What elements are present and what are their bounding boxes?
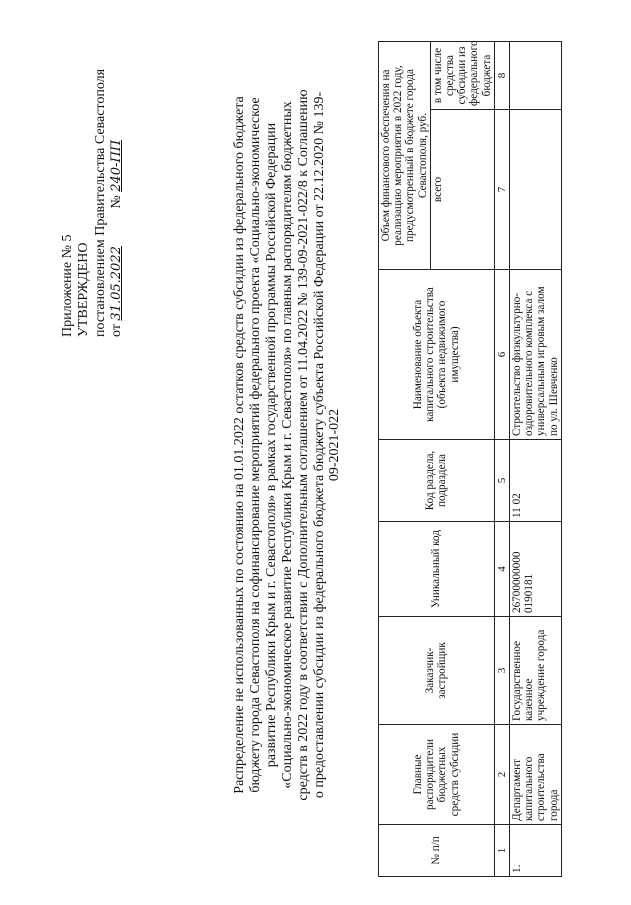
decree-label: постановлением Правительства Севастополя bbox=[92, 68, 108, 337]
table-row bbox=[510, 42, 562, 877]
row-main-manager: Департамент капитального строительства города bbox=[510, 725, 562, 825]
document-caption: Распределение не использованных по состоянию на 01.01.2022 остатков средств субсидии из федерального бюджета бюджету города Севастополя на софинансирование мероприятий федерального проекта «Социально-экономическое развитие Республики Крым и г. Севастополя» в рамках государственной программы Российской Федерации «Социально-экономическое развитие Республики Крым и г. Севастополя» по главным распорядителям бюджетных средств в 2022 году в соответствии с Дополнительным соглашением от 11.04.2022 № 139-09-2021-022/8 к Соглашению о предоставлении субсидии из федерального бюджета бюджету субъекта Российской Федерации от 22.12.2020 № 139-09-2021-022 bbox=[232, 89, 343, 801]
column-number: 7 bbox=[494, 110, 509, 270]
distribution-table bbox=[378, 41, 562, 877]
row-federal-subsidy bbox=[510, 42, 562, 110]
header-unique-code: Уникальный код bbox=[379, 522, 495, 617]
header-federal-subsidy: в том числе средства субсидии из федерального бюджета bbox=[430, 42, 494, 110]
header-object-name: Наименование объекта капитального строительства (объекта недвижимого имущества) bbox=[379, 270, 495, 440]
header-total: всего bbox=[430, 110, 494, 270]
appendix-title: Приложение № 5 bbox=[60, 234, 75, 337]
decree-date: 31.05.2022 bbox=[109, 246, 125, 321]
column-number: 6 bbox=[494, 270, 509, 440]
header-customer: Заказчик-застройщик bbox=[379, 617, 495, 725]
from-label: от bbox=[109, 324, 125, 337]
column-number: 2 bbox=[494, 725, 509, 825]
column-number: 5 bbox=[494, 440, 509, 522]
approval-block bbox=[60, 27, 126, 337]
row-object-name: Строительство физкультурно-оздоровительного комплекса с универсальным игровым залом по ул. Шевченко bbox=[510, 270, 562, 440]
column-number: 3 bbox=[494, 617, 509, 725]
row-customer: Государственное казенное учреждение города bbox=[510, 617, 562, 725]
decree-date-line bbox=[109, 27, 125, 337]
table-header-row bbox=[379, 42, 431, 877]
header-funding-group: Объем финансового обеспечения на реализацию мероприятия в 2022 году, предусмотренный в бюджете города Севастополя, руб. bbox=[379, 42, 431, 270]
column-number: 1 bbox=[494, 825, 509, 877]
column-number: 8 bbox=[494, 42, 509, 110]
row-section-code: 11 02 bbox=[510, 440, 562, 522]
column-number: 4 bbox=[494, 522, 509, 617]
row-unique-code: 26700000000 0190181 bbox=[510, 522, 562, 617]
row-number: 1. bbox=[510, 825, 562, 877]
header-section-code: Код раздела, подраздела bbox=[379, 440, 495, 522]
column-numbers-row bbox=[494, 42, 509, 877]
number-label: № bbox=[109, 195, 125, 209]
header-main-managers: Главные распорядители бюджетных средств субсидии bbox=[379, 725, 495, 825]
row-total bbox=[510, 110, 562, 270]
header-number: № п/п bbox=[379, 825, 495, 877]
decree-number: 240-ПП bbox=[109, 139, 125, 192]
approved-label: УТВЕРЖДЕНО bbox=[76, 242, 92, 337]
